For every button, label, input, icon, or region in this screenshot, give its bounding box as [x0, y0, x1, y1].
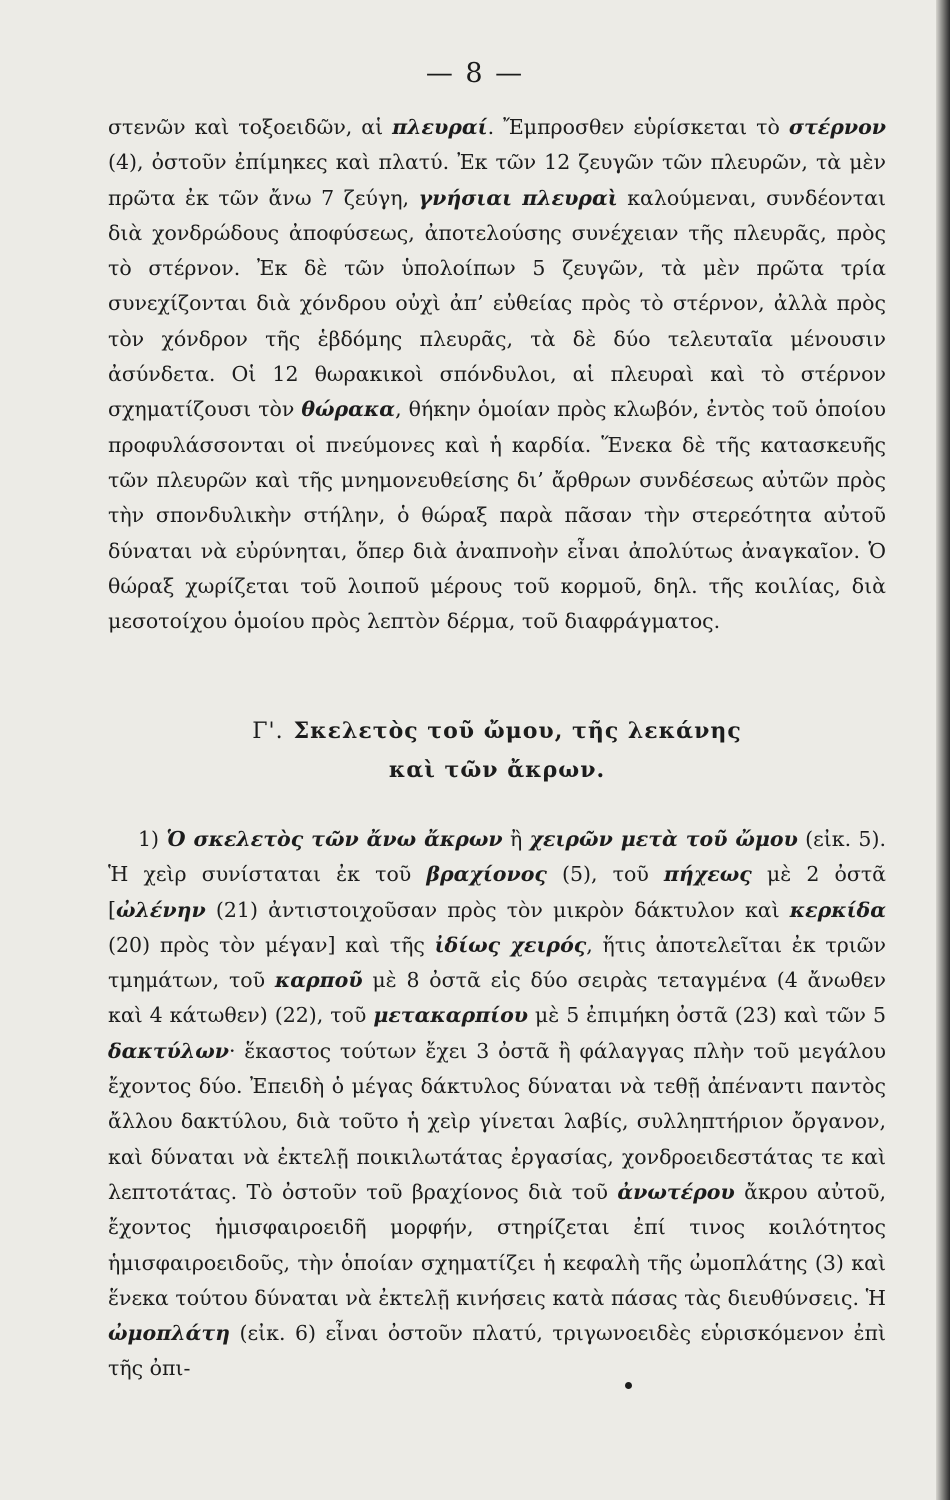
term-true-ribs: γνήσιαι πλευραὶ [418, 185, 618, 210]
section-heading [108, 712, 886, 789]
text-run: 1) [138, 827, 167, 851]
text-run: ἄκρου αὐτοῦ, ἔχοντος ἡμισφαιροειδῆ μορφήν, στηρίζεται ἐπί τινος κοιλότητος ἡμισφαιροειδοῦς, τὴν ὁποίαν σχηματίζει ἡ κεφαλὴ τῆς ὠμοπλάτης (3) καὶ ἕνεκα τούτου δύναται νὰ ἐκτελῇ κινήσεις κατὰ πάσας τὰς διευθύνσεις. Ἡ [108, 1179, 887, 1310]
section-heading-line1 [108, 712, 886, 751]
term-carpus: καρποῦ [274, 968, 363, 993]
term-thorax: θώρακα [301, 397, 396, 422]
term-forearm: πήχεως [663, 862, 752, 887]
text-run: μὲ 5 ἐπιμήκη ὀστᾶ (23) καὶ τῶν 5 [527, 1003, 886, 1028]
body-text-ribs-thorax [108, 110, 886, 639]
text-run: (5), τοῦ [546, 862, 664, 887]
section-title-line1: Σκελετὸς τοῦ ὤμου, τῆς λεκάνης [293, 718, 742, 744]
page-number: — 8 — [425, 58, 525, 89]
text-run: , θήκην ὁμοίαν πρὸς κλωβόν, ἐντὸς τοῦ ὁποίου προφυλάσσονται οἱ πνεύμονες καὶ ἡ καρδία. Ἕνεκα δὲ τῆς κατασκευῆς τῶν πλευρῶν καὶ τῆς μνημονευθείσης δι’ ἄρθρων συνδέσεως αὐτῶν πρὸς τὴν σπονδυλικὴν στήλην, ὁ θώραξ παρὰ πᾶσαν τὴν στερεότητα αὐτοῦ δύναται νὰ εὐρύνηται, ὅπερ διὰ ἀναπνοὴν εἶναι ἀπολύτως ἀναγκαῖον. Ὁ θώραξ χωρίζεται τοῦ λοιποῦ μέρους τοῦ κορμοῦ, δηλ. τῆς κοιλίας, διὰ μεσοτοίχου ὁμοίου πρὸς λεπτὸν δέρμα, τοῦ διαφράγματος. [108, 397, 886, 634]
term-hand-proper: ἰδίως χειρός [434, 932, 587, 957]
text-run: ἢ [502, 827, 530, 851]
term-hands-with-shoulder: χειρῶν μετὰ τοῦ ὤμου [529, 827, 798, 851]
term-humerus: βραχίονος [426, 862, 547, 887]
term-scapula: ὠμοπλάτη [108, 1321, 231, 1346]
text-run: (εἰκ. 6) εἶναι ὀστοῦν πλατύ, τριγωνοειδὲς εὑρισκόμενον ἐπὶ τῆς ὀπι- [108, 1321, 886, 1381]
paragraph-ribs [108, 110, 886, 639]
text-run: μὲ 8 ὀστᾶ εἰς δύο σειρὰς τεταγμένα (4 ἄνωθεν καὶ 4 κάτωθεν) (22), τοῦ [108, 968, 886, 1028]
term-ulna: ὠλένην [116, 897, 206, 922]
text-run: μὲ 2 ὀστᾶ [ [108, 862, 887, 922]
term-sternum: στέρνον [788, 115, 886, 139]
text-run: , ἥτις ἀποτελεῖται ἐκ τριῶν τμημάτων, τοῦ [108, 932, 886, 993]
term-radius: κερκίδα [789, 897, 886, 922]
text-run: . Ἔμπροσθεν εὑρίσκεται τὸ [487, 115, 789, 139]
term-fingers: δακτύλων [108, 1038, 229, 1063]
body-text-upper-limbs [108, 822, 886, 1387]
text-run: (εἰκ. 5). Ἡ χεὶρ συνίσταται ἐκ τοῦ [108, 827, 886, 887]
footer-dot [625, 1382, 632, 1389]
term-upper-end: ἀνωτέρου [617, 1179, 735, 1204]
term-ribs: πλευραί [392, 115, 488, 139]
section-numeral: Γ'. [252, 719, 284, 744]
text-run: καλούμεναι, συνδέονται διὰ χονδρώδους ἀποφύσεως, ἀποτελούσης συνέχειαν τῆς πλευρᾶς, πρὸς τὸ στέρνον. Ἐκ δὲ τῶν ὑπολοίπων 5 ζευγῶν, τὰ μὲν πρῶτα τρία συνεχίζονται διὰ χόνδρου οὐχὶ ἀπ’ εὐθείας πρὸς τὸ στέρνον, ἀλλὰ πρὸς τὸν χόνδρον τῆς ἑβδόμης πλευρᾶς, τὰ δὲ δύο τελευταῖα μένουσιν ἀσύνδετα. Οἱ 12 θωρακικοὶ σπόνδυλοι, αἱ πλευραὶ καὶ τὸ στέρνον σχηματίζουσι τὸν [108, 185, 886, 422]
paragraph-upper-limbs [108, 822, 886, 1387]
page-edge-shadow [936, 0, 950, 1500]
section-title-line2: καὶ τῶν ἄκρων. [388, 757, 606, 783]
text-run: (4), ὀστοῦν ἐπίμηκες καὶ πλατύ. Ἐκ τῶν 12 ζευγῶν τῶν πλευρῶν, τὰ μὲν πρῶτα ἐκ τῶν ἄνω 7 ζεύγη, [108, 150, 886, 210]
term-upper-limb-skeleton: Ὁ σκελετὸς τῶν ἄνω ἄκρων [166, 827, 503, 851]
text-run: (20) πρὸς τὸν μέγαν] καὶ τῆς [108, 932, 435, 957]
text-run: στενῶν καὶ τοξοειδῶν, αἱ [108, 115, 393, 139]
term-metacarpus: μετακαρπίου [373, 1003, 528, 1028]
text-run: · ἕκαστος τούτων ἔχει 3 ὀστᾶ ἢ φάλαγγας πλὴν τοῦ μεγάλου ἔχοντος δύο. Ἐπειδὴ ὁ μέγας δάκτυλος δύναται νὰ τεθῇ ἀπέναντι παντὸς ἄλλου δακτύλου, διὰ τοῦτο ἡ χεὶρ γίνεται λαβίς, συλληπτήριον ὄργανον, καὶ δύναται νὰ ἐκτελῇ ποικιλωτάτας ἐργασίας, χονδροειδεστάτας τε καὶ λεπτοτάτας. Τὸ ὀστοῦν τοῦ βραχίονος διὰ τοῦ [108, 1038, 886, 1204]
text-run: (21) ἀντιστοιχοῦσαν πρὸς τὸν μικρὸν δάκτυλον καὶ [205, 897, 790, 922]
